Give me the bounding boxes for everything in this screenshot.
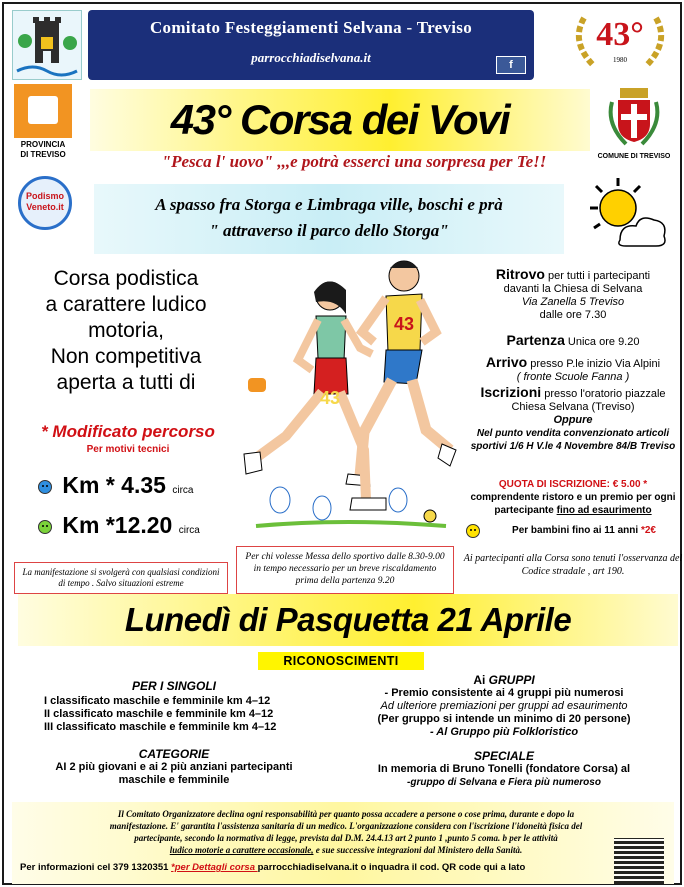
provincia-emblem	[14, 84, 72, 138]
partenza-text: Unica ore 9.20	[564, 336, 640, 348]
singoli-heading: PER I SINGOLI	[131, 679, 216, 693]
speciale-line-2: -gruppo di Selvana e Fiera più numeroso	[407, 777, 601, 788]
ritrovo-section	[462, 268, 684, 322]
iscrizioni-heading: Iscrizioni	[480, 384, 542, 400]
gruppi-line-1: - Premio consistente ai 4 gruppi più numerosi	[384, 687, 624, 699]
comune-label: COMUNE DI TREVISO	[597, 153, 671, 160]
ritrovo-heading: Ritrovo	[495, 266, 545, 282]
arrivo-text: presso P.le inizio Via Alpini	[527, 358, 661, 370]
quota-text: comprendente ristoro e un premio per ogni partecipante	[470, 492, 676, 516]
podismo-logo	[18, 176, 72, 230]
singoli-row: II classificato maschile e femminile km 4–12	[44, 708, 274, 720]
distance-long	[38, 512, 200, 539]
arrivo-section	[462, 356, 684, 384]
edition-number: 43°	[596, 16, 644, 53]
quota-heading: QUOTA DI ISCRIZIONE: € 5.00 *	[498, 479, 648, 490]
partenza-heading: Partenza	[506, 332, 565, 348]
disclaimer-line-2: manifestazione. E' garantita l'assistenza sanitaria di un medico. L'organizzazione considera con l'iscrizione l'idoneità fisica del	[109, 821, 583, 831]
modified-reason: Per motivi tecnici	[86, 444, 170, 455]
iscrizioni-oppure: Oppure	[553, 414, 593, 426]
categorie-line-1: AI 2 più giovani e ai 2 più anziani partecipanti	[55, 761, 293, 773]
disclaimer-line-4b: e sue successive integrazioni dal Ministero della Sanità.	[313, 845, 523, 855]
tower-icon	[13, 11, 81, 79]
smiley-green-icon	[38, 520, 52, 534]
singoli-row: III classificato maschile e femminile km 4–12	[44, 721, 277, 733]
race-description	[16, 266, 236, 396]
categorie-section	[34, 748, 314, 787]
event-date: Lunedì di Pasquetta 21 Aprile	[124, 601, 572, 638]
contact-details[interactable]: *per Dettagli corsa	[171, 862, 258, 873]
gruppi-line-2: Ad ulteriore premiazioni per gruppi ad esaurimento	[380, 700, 628, 712]
quota-limit: fino ad esaurimento	[556, 505, 652, 516]
description-line: a carattere ludico	[45, 293, 207, 316]
gruppi-line-4: - Al Gruppo più Folkloristico	[429, 726, 579, 738]
smiley-blue-icon	[38, 480, 52, 494]
iscrizioni-shop: Nel punto vendita convenzionato articoli sportivi 1/6 H V.le 4 Novembre 84/B Treviso	[470, 428, 676, 452]
distance-long-label: Km *12.20	[62, 512, 173, 538]
description-line: Non competitiva	[50, 345, 202, 368]
contact-footer	[20, 862, 610, 873]
speciale-line-1: In memoria di Bruno Tonelli (fondatore Corsa) al	[377, 763, 631, 775]
contact-phone: Per informazioni cel 379 1320351	[20, 862, 172, 873]
runners-illustration	[236, 254, 460, 544]
disclaimer-line-4a: ludico motorie a carattere occasionale,	[169, 845, 314, 855]
bambini-price: *2€	[640, 525, 656, 536]
gruppi-line-3: (Per gruppo si intende un minimo di 20 persone)	[377, 713, 631, 725]
header-banner	[88, 10, 534, 80]
qr-code-icon[interactable]	[614, 838, 664, 884]
modified-route: * Modificato percorso	[41, 422, 215, 441]
categorie-line-2: maschile e femminile	[118, 774, 230, 786]
website-link[interactable]: parrocchiadiselvana.it	[251, 50, 371, 65]
description-line: aperta a tutti di	[56, 371, 196, 394]
gruppi-heading-b: GRUPPI	[488, 673, 535, 687]
male-bib-number: 43	[394, 314, 415, 334]
description-line: Corsa podistica	[53, 267, 199, 290]
contact-site: parrocchiadiselvana.it o inquadra il cod. QR code qui a lato	[257, 862, 526, 873]
arrivo-heading: Arrivo	[485, 354, 528, 370]
date-banner	[18, 594, 678, 646]
ritrovo-line	[462, 268, 684, 283]
ritrovo-address: Via Zanella 5 Treviso	[521, 296, 625, 308]
ritrovo-church: davanti la Chiesa di Selvana	[503, 283, 643, 295]
distance-short-label: Km * 4.35	[62, 472, 166, 498]
provincia-label: PROVINCIA DI TREVISO	[20, 140, 66, 159]
route-line-2: " attraverso il parco dello Storga"	[209, 221, 449, 240]
event-title: 43° Corsa dei Vovi	[170, 96, 510, 143]
route-description	[94, 184, 564, 254]
singoli-row: I classificato maschile e femminile km 4–12	[44, 695, 271, 707]
bambini-section	[462, 524, 684, 538]
provincia-logo	[12, 84, 74, 164]
route-line-1: A spasso fra Storga e Limbraga ville, boschi e prà	[155, 195, 503, 214]
iscrizioni-section	[462, 386, 684, 453]
description-line: motoria,	[88, 319, 164, 342]
iscrizioni-text: presso l'oratorio piazzale	[541, 388, 666, 400]
awards-heading: RICONOSCIMENTI	[258, 652, 424, 670]
disclaimer	[24, 808, 668, 856]
weather-note: La manifestazione si svolgerà con qualsiasi condizioni di tempo . Salvo situazioni estreme	[14, 562, 228, 594]
bambini-text: Per bambini fino ai 11 anni	[512, 525, 641, 536]
singoli-section	[34, 680, 314, 734]
ritrovo-time: dalle ore 7.30	[539, 309, 607, 321]
egg-hunt-tagline: "Pesca l' uovo" ,,,e potrà esserci una sorpresa per Te!!	[161, 152, 547, 171]
female-bib-number: 43	[320, 388, 341, 408]
founding-year: 1980	[613, 56, 627, 64]
smiley-yellow-icon	[466, 524, 480, 538]
coat-of-arms-icon	[604, 84, 664, 148]
gruppi-section	[334, 674, 674, 739]
disclaimer-line-3: partecipante, secondo la normativa di legge, prevista dal D.M. 24.4.13 art 2 punto 1 ,punto 5 coma. b per le attività	[134, 833, 558, 843]
tower-logo	[12, 10, 82, 80]
comune-logo	[590, 84, 678, 170]
facebook-icon[interactable]: f	[496, 56, 526, 74]
arrivo-note: ( fronte Scuole Fanna )	[516, 371, 630, 383]
speciale-section	[334, 750, 674, 789]
ritrovo-text: per tutti i partecipanti	[544, 270, 651, 282]
quota-section	[462, 478, 684, 517]
gruppi-heading-a: Ai	[473, 673, 489, 687]
mass-note: Per chi volesse Messa dello sportivo dalle 8.30-9.00 in tempo necessario per un breve riscaldamento prima della partenza 9.20	[236, 546, 454, 594]
categorie-heading: CATEGORIE	[138, 747, 210, 761]
partenza-section	[462, 334, 684, 349]
podismo-label: Podismo Veneto.it	[25, 191, 64, 212]
event-title-banner	[90, 89, 590, 151]
iscrizioni-church: Chiesa Selvana (Treviso)	[511, 401, 635, 413]
poster	[2, 2, 682, 885]
distance-short-suffix: circa	[172, 485, 194, 496]
distance-short	[38, 472, 193, 499]
organizer-name: Comitato Festeggiamenti Selvana - Treviso	[149, 18, 473, 37]
edition-badge	[564, 8, 676, 74]
speciale-heading: SPECIALE	[473, 749, 534, 763]
sun-cloud-icon	[580, 174, 670, 254]
codice-note: Ai partecipanti alla Corsa sono tenuti l'osservanza del Codice stradale , art 190.	[463, 553, 683, 577]
disclaimer-line-1: Il Comitato Organizzatore declina ogni responsabilità per quanto possa accadere a persone o cose prima, durante e dopo la	[117, 809, 575, 819]
distance-long-suffix: circa	[178, 525, 200, 536]
